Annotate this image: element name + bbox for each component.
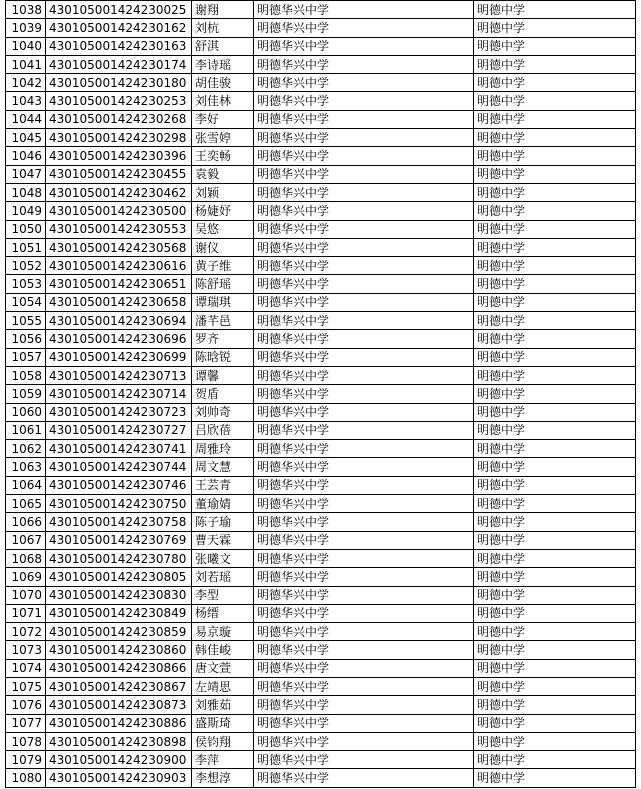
row-number-cell: 1069 (6, 568, 46, 586)
student-id-cell: 430105001424230163 (46, 37, 192, 55)
student-id-cell: 430105001424230727 (46, 421, 192, 439)
table-row (6, 330, 636, 348)
student-name-cell: 盛斯琦 (192, 714, 254, 732)
row-number-cell: 1080 (6, 769, 46, 787)
admitted-school-cell: 明德中学 (474, 440, 636, 458)
admitted-school-cell: 明德中学 (474, 531, 636, 549)
origin-school-cell: 明德华兴中学 (254, 257, 474, 275)
student-name-cell: 罗齐 (192, 330, 254, 348)
table-row (6, 147, 636, 165)
student-name-cell: 刘颖 (192, 183, 254, 201)
row-number-cell: 1066 (6, 513, 46, 531)
row-number-cell: 1058 (6, 366, 46, 384)
student-name-cell: 刘佳林 (192, 92, 254, 110)
student-id-cell: 430105001424230396 (46, 147, 192, 165)
student-id-cell: 430105001424230696 (46, 330, 192, 348)
row-number-cell: 1043 (6, 92, 46, 110)
table-row (6, 751, 636, 769)
origin-school-cell: 明德华兴中学 (254, 1, 474, 19)
student-id-cell: 430105001424230253 (46, 92, 192, 110)
origin-school-cell: 明德华兴中学 (254, 366, 474, 384)
origin-school-cell: 明德华兴中学 (254, 275, 474, 293)
row-number-cell: 1070 (6, 586, 46, 604)
student-id-cell: 430105001424230714 (46, 385, 192, 403)
table-row (6, 92, 636, 110)
admitted-school-cell: 明德中学 (474, 495, 636, 513)
row-number-cell: 1050 (6, 220, 46, 238)
origin-school-cell: 明德华兴中学 (254, 19, 474, 37)
table-row (6, 696, 636, 714)
row-number-cell: 1042 (6, 74, 46, 92)
student-id-cell: 430105001424230658 (46, 293, 192, 311)
student-id-cell: 430105001424230867 (46, 677, 192, 695)
table-row (6, 586, 636, 604)
table-row (6, 385, 636, 403)
table-row (6, 549, 636, 567)
student-name-cell: 侯钧翔 (192, 732, 254, 750)
table-row (6, 110, 636, 128)
student-id-cell: 430105001424230162 (46, 19, 192, 37)
origin-school-cell: 明德华兴中学 (254, 476, 474, 494)
student-id-cell: 430105001424230713 (46, 366, 192, 384)
row-number-cell: 1055 (6, 312, 46, 330)
origin-school-cell: 明德华兴中学 (254, 513, 474, 531)
origin-school-cell: 明德华兴中学 (254, 55, 474, 73)
student-id-cell: 430105001424230180 (46, 74, 192, 92)
student-name-cell: 杨缙 (192, 604, 254, 622)
origin-school-cell: 明德华兴中学 (254, 732, 474, 750)
student-name-cell: 张雪婷 (192, 129, 254, 147)
table-row (6, 183, 636, 201)
table-row (6, 55, 636, 73)
admitted-school-cell: 明德中学 (474, 202, 636, 220)
table-row (6, 458, 636, 476)
table-row (6, 623, 636, 641)
row-number-cell: 1038 (6, 1, 46, 19)
student-name-cell: 刘雅茹 (192, 696, 254, 714)
table-row (6, 531, 636, 549)
student-id-cell: 430105001424230553 (46, 220, 192, 238)
admitted-school-cell: 明德中学 (474, 677, 636, 695)
student-id-cell: 430105001424230866 (46, 659, 192, 677)
admitted-school-cell: 明德中学 (474, 751, 636, 769)
origin-school-cell: 明德华兴中学 (254, 238, 474, 256)
admitted-school-cell: 明德中学 (474, 714, 636, 732)
row-number-cell: 1046 (6, 147, 46, 165)
student-id-cell: 430105001424230830 (46, 586, 192, 604)
row-number-cell: 1057 (6, 348, 46, 366)
student-name-cell: 李好 (192, 110, 254, 128)
row-number-cell: 1039 (6, 19, 46, 37)
admitted-school-cell: 明德中学 (474, 513, 636, 531)
student-id-cell: 430105001424230268 (46, 110, 192, 128)
origin-school-cell: 明德华兴中学 (254, 549, 474, 567)
table-row (6, 568, 636, 586)
row-number-cell: 1045 (6, 129, 46, 147)
student-id-cell: 430105001424230741 (46, 440, 192, 458)
student-id-cell: 430105001424230750 (46, 495, 192, 513)
student-name-cell: 易京璇 (192, 623, 254, 641)
table-row (6, 440, 636, 458)
origin-school-cell: 明德华兴中学 (254, 495, 474, 513)
origin-school-cell: 明德华兴中学 (254, 147, 474, 165)
row-number-cell: 1047 (6, 165, 46, 183)
student-name-cell: 黄子维 (192, 257, 254, 275)
origin-school-cell: 明德华兴中学 (254, 202, 474, 220)
admission-table (5, 0, 636, 788)
table-row (6, 19, 636, 37)
origin-school-cell: 明德华兴中学 (254, 293, 474, 311)
student-id-cell: 430105001424230462 (46, 183, 192, 201)
admitted-school-cell: 明德中学 (474, 604, 636, 622)
admitted-school-cell: 明德中学 (474, 549, 636, 567)
student-id-cell: 430105001424230859 (46, 623, 192, 641)
student-id-cell: 430105001424230568 (46, 238, 192, 256)
row-number-cell: 1052 (6, 257, 46, 275)
student-name-cell: 陈舒瑶 (192, 275, 254, 293)
student-name-cell: 刘若瑶 (192, 568, 254, 586)
student-id-cell: 430105001424230744 (46, 458, 192, 476)
student-id-cell: 430105001424230886 (46, 714, 192, 732)
origin-school-cell: 明德华兴中学 (254, 531, 474, 549)
student-id-cell: 430105001424230025 (46, 1, 192, 19)
admitted-school-cell: 明德中学 (474, 385, 636, 403)
admitted-school-cell: 明德中学 (474, 165, 636, 183)
admitted-school-cell: 明德中学 (474, 37, 636, 55)
student-id-cell: 430105001424230699 (46, 348, 192, 366)
row-number-cell: 1068 (6, 549, 46, 567)
admitted-school-cell: 明德中学 (474, 330, 636, 348)
row-number-cell: 1075 (6, 677, 46, 695)
table-row (6, 769, 636, 787)
admitted-school-cell: 明德中学 (474, 421, 636, 439)
table-row (6, 312, 636, 330)
origin-school-cell: 明德华兴中学 (254, 330, 474, 348)
row-number-cell: 1060 (6, 403, 46, 421)
table-row (6, 421, 636, 439)
row-number-cell: 1051 (6, 238, 46, 256)
origin-school-cell: 明德华兴中学 (254, 37, 474, 55)
admitted-school-cell: 明德中学 (474, 129, 636, 147)
row-number-cell: 1049 (6, 202, 46, 220)
table-row (6, 238, 636, 256)
student-name-cell: 周雅玲 (192, 440, 254, 458)
admitted-school-cell: 明德中学 (474, 110, 636, 128)
row-number-cell: 1072 (6, 623, 46, 641)
admitted-school-cell: 明德中学 (474, 348, 636, 366)
row-number-cell: 1054 (6, 293, 46, 311)
student-id-cell: 430105001424230455 (46, 165, 192, 183)
origin-school-cell: 明德华兴中学 (254, 348, 474, 366)
student-name-cell: 李萍 (192, 751, 254, 769)
table-row (6, 257, 636, 275)
row-number-cell: 1059 (6, 385, 46, 403)
row-number-cell: 1078 (6, 732, 46, 750)
student-id-cell: 430105001424230694 (46, 312, 192, 330)
table-row (6, 714, 636, 732)
admitted-school-cell: 明德中学 (474, 623, 636, 641)
admitted-school-cell: 明德中学 (474, 732, 636, 750)
table-row (6, 275, 636, 293)
table-row (6, 659, 636, 677)
origin-school-cell: 明德华兴中学 (254, 312, 474, 330)
origin-school-cell: 明德华兴中学 (254, 586, 474, 604)
table-row (6, 604, 636, 622)
admitted-school-cell: 明德中学 (474, 568, 636, 586)
row-number-cell: 1065 (6, 495, 46, 513)
admitted-school-cell: 明德中学 (474, 476, 636, 494)
student-name-cell: 陈子瑜 (192, 513, 254, 531)
student-name-cell: 谢翔 (192, 1, 254, 19)
admitted-school-cell: 明德中学 (474, 19, 636, 37)
table-row (6, 129, 636, 147)
row-number-cell: 1056 (6, 330, 46, 348)
origin-school-cell: 明德华兴中学 (254, 604, 474, 622)
student-name-cell: 杨婕妤 (192, 202, 254, 220)
admitted-school-cell: 明德中学 (474, 55, 636, 73)
table-row (6, 476, 636, 494)
student-name-cell: 李想淳 (192, 769, 254, 787)
student-name-cell: 胡佳骏 (192, 74, 254, 92)
origin-school-cell: 明德华兴中学 (254, 129, 474, 147)
table-row (6, 293, 636, 311)
student-name-cell: 吕欣蓓 (192, 421, 254, 439)
admitted-school-cell: 明德中学 (474, 257, 636, 275)
admitted-school-cell: 明德中学 (474, 147, 636, 165)
row-number-cell: 1064 (6, 476, 46, 494)
student-id-cell: 430105001424230500 (46, 202, 192, 220)
row-number-cell: 1067 (6, 531, 46, 549)
table-row (6, 403, 636, 421)
origin-school-cell: 明德华兴中学 (254, 568, 474, 586)
row-number-cell: 1079 (6, 751, 46, 769)
admitted-school-cell: 明德中学 (474, 659, 636, 677)
table-row (6, 74, 636, 92)
student-id-cell: 430105001424230780 (46, 549, 192, 567)
row-number-cell: 1053 (6, 275, 46, 293)
origin-school-cell: 明德华兴中学 (254, 623, 474, 641)
student-id-cell: 430105001424230849 (46, 604, 192, 622)
origin-school-cell: 明德华兴中学 (254, 403, 474, 421)
admitted-school-cell: 明德中学 (474, 641, 636, 659)
student-id-cell: 430105001424230860 (46, 641, 192, 659)
admitted-school-cell: 明德中学 (474, 366, 636, 384)
origin-school-cell: 明德华兴中学 (254, 440, 474, 458)
origin-school-cell: 明德华兴中学 (254, 165, 474, 183)
origin-school-cell: 明德华兴中学 (254, 751, 474, 769)
student-name-cell: 谭瑞琪 (192, 293, 254, 311)
table-row (6, 1, 636, 19)
row-number-cell: 1061 (6, 421, 46, 439)
row-number-cell: 1062 (6, 440, 46, 458)
origin-school-cell: 明德华兴中学 (254, 220, 474, 238)
student-id-cell: 430105001424230898 (46, 732, 192, 750)
origin-school-cell: 明德华兴中学 (254, 183, 474, 201)
admitted-school-cell: 明德中学 (474, 238, 636, 256)
student-name-cell: 左靖思 (192, 677, 254, 695)
origin-school-cell: 明德华兴中学 (254, 769, 474, 787)
row-number-cell: 1077 (6, 714, 46, 732)
student-name-cell: 韩佳峻 (192, 641, 254, 659)
admitted-school-cell: 明德中学 (474, 293, 636, 311)
row-number-cell: 1063 (6, 458, 46, 476)
admitted-school-cell: 明德中学 (474, 586, 636, 604)
origin-school-cell: 明德华兴中学 (254, 696, 474, 714)
student-id-cell: 430105001424230900 (46, 751, 192, 769)
student-name-cell: 张曦文 (192, 549, 254, 567)
admitted-school-cell: 明德中学 (474, 696, 636, 714)
student-name-cell: 董瑜婧 (192, 495, 254, 513)
student-name-cell: 周文慧 (192, 458, 254, 476)
admitted-school-cell: 明德中学 (474, 458, 636, 476)
table-row (6, 348, 636, 366)
origin-school-cell: 明德华兴中学 (254, 458, 474, 476)
student-name-cell: 袁毅 (192, 165, 254, 183)
student-name-cell: 李诗瑶 (192, 55, 254, 73)
origin-school-cell: 明德华兴中学 (254, 714, 474, 732)
student-id-cell: 430105001424230903 (46, 769, 192, 787)
admitted-school-cell: 明德中学 (474, 183, 636, 201)
student-name-cell: 刘杭 (192, 19, 254, 37)
student-name-cell: 陈晗锐 (192, 348, 254, 366)
origin-school-cell: 明德华兴中学 (254, 74, 474, 92)
student-name-cell: 刘帅奇 (192, 403, 254, 421)
student-id-cell: 430105001424230758 (46, 513, 192, 531)
student-name-cell: 谢仪 (192, 238, 254, 256)
student-id-cell: 430105001424230298 (46, 129, 192, 147)
student-id-cell: 430105001424230616 (46, 257, 192, 275)
row-number-cell: 1044 (6, 110, 46, 128)
admitted-school-cell: 明德中学 (474, 769, 636, 787)
table-row (6, 165, 636, 183)
table-row (6, 495, 636, 513)
student-id-cell: 430105001424230769 (46, 531, 192, 549)
origin-school-cell: 明德华兴中学 (254, 641, 474, 659)
student-name-cell: 王芸青 (192, 476, 254, 494)
student-id-cell: 430105001424230651 (46, 275, 192, 293)
row-number-cell: 1073 (6, 641, 46, 659)
table-row (6, 732, 636, 750)
admitted-school-cell: 明德中学 (474, 92, 636, 110)
table-row (6, 366, 636, 384)
student-name-cell: 谭馨 (192, 366, 254, 384)
student-id-cell: 430105001424230873 (46, 696, 192, 714)
student-id-cell: 430105001424230723 (46, 403, 192, 421)
origin-school-cell: 明德华兴中学 (254, 659, 474, 677)
admitted-school-cell: 明德中学 (474, 403, 636, 421)
row-number-cell: 1076 (6, 696, 46, 714)
row-number-cell: 1074 (6, 659, 46, 677)
student-name-cell: 王奕畅 (192, 147, 254, 165)
origin-school-cell: 明德华兴中学 (254, 385, 474, 403)
admitted-school-cell: 明德中学 (474, 275, 636, 293)
row-number-cell: 1071 (6, 604, 46, 622)
table-row (6, 677, 636, 695)
student-name-cell: 曹天霖 (192, 531, 254, 549)
student-name-cell: 舒淇 (192, 37, 254, 55)
origin-school-cell: 明德华兴中学 (254, 421, 474, 439)
table-row (6, 641, 636, 659)
row-number-cell: 1048 (6, 183, 46, 201)
table-row (6, 220, 636, 238)
table-row (6, 513, 636, 531)
admitted-school-cell: 明德中学 (474, 1, 636, 19)
row-number-cell: 1041 (6, 55, 46, 73)
origin-school-cell: 明德华兴中学 (254, 110, 474, 128)
student-name-cell: 贺盾 (192, 385, 254, 403)
table-row (6, 37, 636, 55)
table-body (6, 1, 636, 788)
student-name-cell: 唐文萱 (192, 659, 254, 677)
admitted-school-cell: 明德中学 (474, 312, 636, 330)
table-row (6, 202, 636, 220)
admitted-school-cell: 明德中学 (474, 220, 636, 238)
student-id-cell: 430105001424230805 (46, 568, 192, 586)
origin-school-cell: 明德华兴中学 (254, 677, 474, 695)
origin-school-cell: 明德华兴中学 (254, 92, 474, 110)
student-id-cell: 430105001424230746 (46, 476, 192, 494)
admitted-school-cell: 明德中学 (474, 74, 636, 92)
row-number-cell: 1040 (6, 37, 46, 55)
student-name-cell: 潘芊邑 (192, 312, 254, 330)
student-name-cell: 李型 (192, 586, 254, 604)
student-id-cell: 430105001424230174 (46, 55, 192, 73)
student-name-cell: 吴悠 (192, 220, 254, 238)
